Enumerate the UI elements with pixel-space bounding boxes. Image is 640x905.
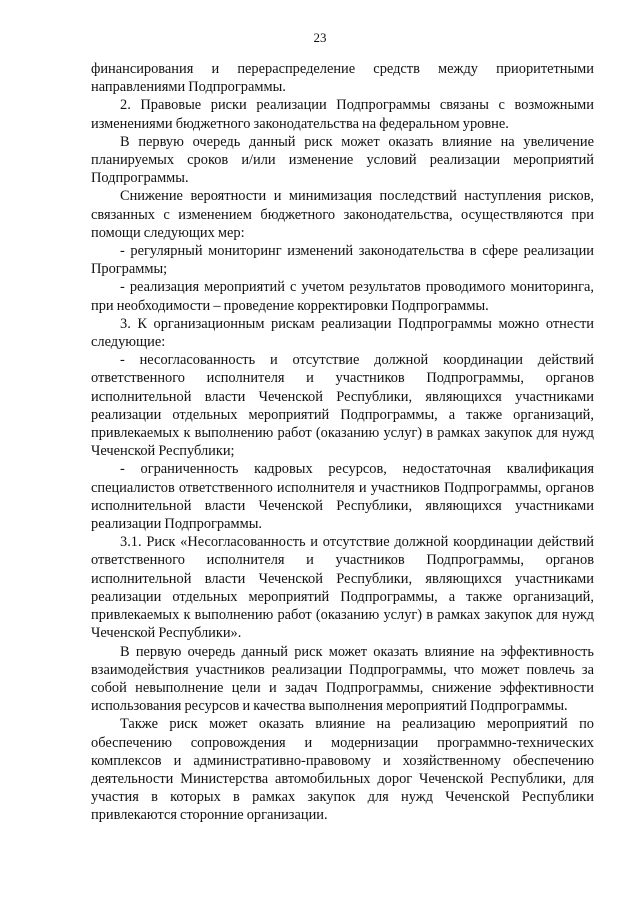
paragraph-1: финансирования и перераспределение средств между приоритетными направлениями Подпрограммы.: [91, 61, 594, 96]
paragraph-8: - несогласованность и отсутствие должной координации действий ответственного исполнителя и участников Подпрограммы, органов исполнительной власти Чеченской Республики, являющихся участниками реализации отдельных мероприятий Подпрограммы, а также организаций, привлекаемых к выполнению работ (оказанию услуг) в рамках закупок для нужд Чеченской Республики;: [91, 352, 594, 460]
paragraph-7: 3. К организационным рискам реализации Подпрограммы можно отнести следующие:: [91, 315, 594, 351]
paragraph-4: Снижение вероятности и минимизация последствий наступления рисков, связанных с изменением бюджетного законодательства, осуществляются при помощи следующих мер:: [91, 188, 594, 241]
document-body: [91, 60, 594, 825]
paragraph-11: В первую очередь данный риск может оказать влияние на эффективность взаимодействия участников реализации Подпрограммы, что может повлечь за собой невыполнение цели и задач Подпрограммы, снижение эффективности использования ресурсов и качества выполнения мероприятий Подпрограммы.: [91, 643, 594, 715]
paragraph-3: В первую очередь данный риск может оказать влияние на увеличение планируемых сроков и/или изменение условий реализации мероприятий Подпрограммы.: [91, 133, 594, 187]
page-number: 23: [313, 30, 327, 45]
paragraph-5: - регулярный мониторинг изменений законодательства в сфере реализации Программы;: [91, 243, 594, 278]
paragraph-2: 2. Правовые риски реализации Подпрограммы связаны с возможными изменениями бюджетного законодательства на федеральном уровне.: [91, 97, 594, 132]
paragraph-10: 3.1. Риск «Несогласованность и отсутствие должной координации действий ответственного исполнителя и участников Подпрограммы, органов исполнительной власти Чеченской Республики, являющихся участниками реализации отдельных мероприятий Подпрограммы, а также организаций, привлекаемых к выполнению работ (оказанию услуг) в рамках закупок для нужд Чеченской Республики».: [91, 534, 594, 642]
paragraph-9: - ограниченность кадровых ресурсов, недостаточная квалификация специалистов ответственного исполнителя и участников Подпрограммы, органов исполнительной власти Чеченской Республики, являющихся участниками реализации Подпрограммы.: [91, 461, 594, 533]
paragraph-6: - реализация мероприятий с учетом результатов проводимого мониторинга, при необходимости – проведение корректировки Подпрограммы.: [91, 279, 594, 314]
paragraph-12: Также риск может оказать влияние на реализацию мероприятий по обеспечению сопровождения и модернизации программно-технических комплексов и административно-правовому и хозяйственному обеспечению деятельности Министерства автомобильных дорог Чеченской Республики, для участия в которых в рамках закупок для нужд Чеченской Республики привлекаются сторонние организации.: [91, 716, 594, 824]
